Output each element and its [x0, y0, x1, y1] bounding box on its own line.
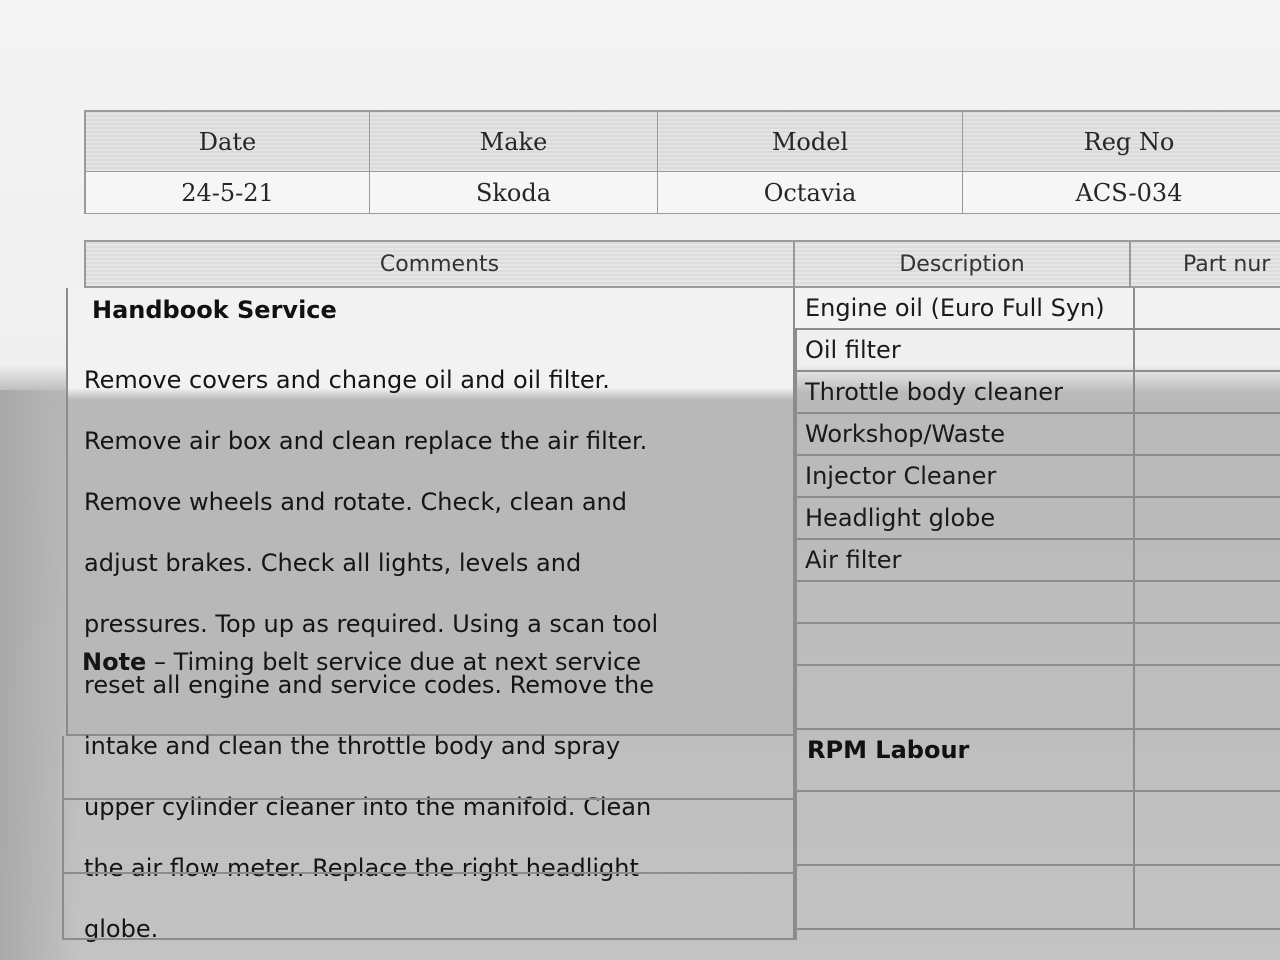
- part-description: Oil filter: [795, 330, 1135, 370]
- list-item: [795, 792, 1280, 866]
- part-description: Workshop/Waste: [795, 414, 1135, 454]
- comment-line: Remove wheels and rotate. Check, clean and: [84, 487, 627, 516]
- part-description-blank: [795, 792, 1135, 864]
- part-number-cell: [1135, 330, 1280, 370]
- part-number-cell: [1135, 414, 1280, 454]
- part-description: Headlight globe: [795, 498, 1135, 538]
- comment-line: intake and clean the throttle body and spray: [84, 731, 621, 760]
- comment-blank-row: [62, 874, 795, 940]
- part-description: Air filter: [795, 540, 1135, 580]
- comment-line: Remove air box and clean replace the air filter.: [84, 426, 648, 455]
- part-description: Throttle body cleaner: [795, 372, 1135, 412]
- comments-title: Handbook Service: [92, 296, 337, 324]
- note-label: Note: [82, 648, 147, 676]
- list-item: [795, 666, 1280, 730]
- date-value: 24-5-21: [86, 172, 370, 214]
- description-header: Description: [795, 240, 1131, 288]
- part-number-cell: [1135, 288, 1280, 328]
- note-text: – Timing belt service due at next service: [146, 648, 641, 676]
- list-item: [795, 288, 1280, 330]
- list-item: [795, 866, 1280, 930]
- comment-line: upper cylinder cleaner into the manifold. Clean: [84, 792, 652, 821]
- part-number-cell: [1135, 372, 1280, 412]
- reg-no-header: Reg No: [963, 112, 1280, 172]
- comment-line: the air flow meter. Replace the right headlight: [84, 853, 639, 882]
- reg-no-value: ACS-034: [963, 172, 1280, 214]
- part-description-blank: [795, 866, 1135, 928]
- list-item: [795, 498, 1280, 540]
- make-header: Make: [370, 112, 658, 172]
- list-item: [795, 540, 1280, 582]
- model-value: Octavia: [658, 172, 963, 214]
- date-header: Date: [86, 112, 370, 172]
- part-number-header: Part nur: [1131, 240, 1280, 288]
- list-item: [795, 372, 1280, 414]
- comments-header: Comments: [84, 240, 795, 288]
- comment-line: adjust brakes. Check all lights, levels and: [84, 548, 582, 577]
- part-number-cell: [1135, 498, 1280, 538]
- comment-line: pressures. Top up as required. Using a scan tool: [84, 609, 659, 638]
- part-description-blank: [795, 666, 1135, 728]
- list-item: [795, 582, 1280, 624]
- model-header: Model: [658, 112, 963, 172]
- vehicle-info-table: [84, 110, 1280, 214]
- labour-label: RPM Labour: [795, 730, 1135, 790]
- part-number-cell: [1135, 456, 1280, 496]
- service-form: [62, 240, 1280, 943]
- comment-blank-row: [62, 736, 795, 800]
- list-item: [795, 456, 1280, 498]
- comment-line: reset all engine and service codes. Remove the: [84, 670, 654, 699]
- list-item: [795, 624, 1280, 666]
- part-description-blank: [795, 582, 1135, 622]
- note-line: [82, 648, 641, 676]
- part-description-blank: [795, 624, 1135, 664]
- comment-line: globe.: [84, 914, 159, 943]
- part-description: Engine oil (Euro Full Syn): [795, 288, 1135, 328]
- make-value: Skoda: [370, 172, 658, 214]
- comment-line: Remove covers and change oil and oil filter.: [84, 365, 610, 394]
- comment-blank-row: [62, 800, 795, 874]
- list-item: [795, 330, 1280, 372]
- list-item: [795, 414, 1280, 456]
- parts-list: [795, 288, 1280, 930]
- part-number-cell: [1135, 582, 1280, 622]
- part-description: Injector Cleaner: [795, 456, 1135, 496]
- labour-row: [795, 730, 1280, 792]
- part-number-cell: [1135, 624, 1280, 664]
- part-number-cell: [1135, 540, 1280, 580]
- part-number-cell: [1135, 666, 1280, 728]
